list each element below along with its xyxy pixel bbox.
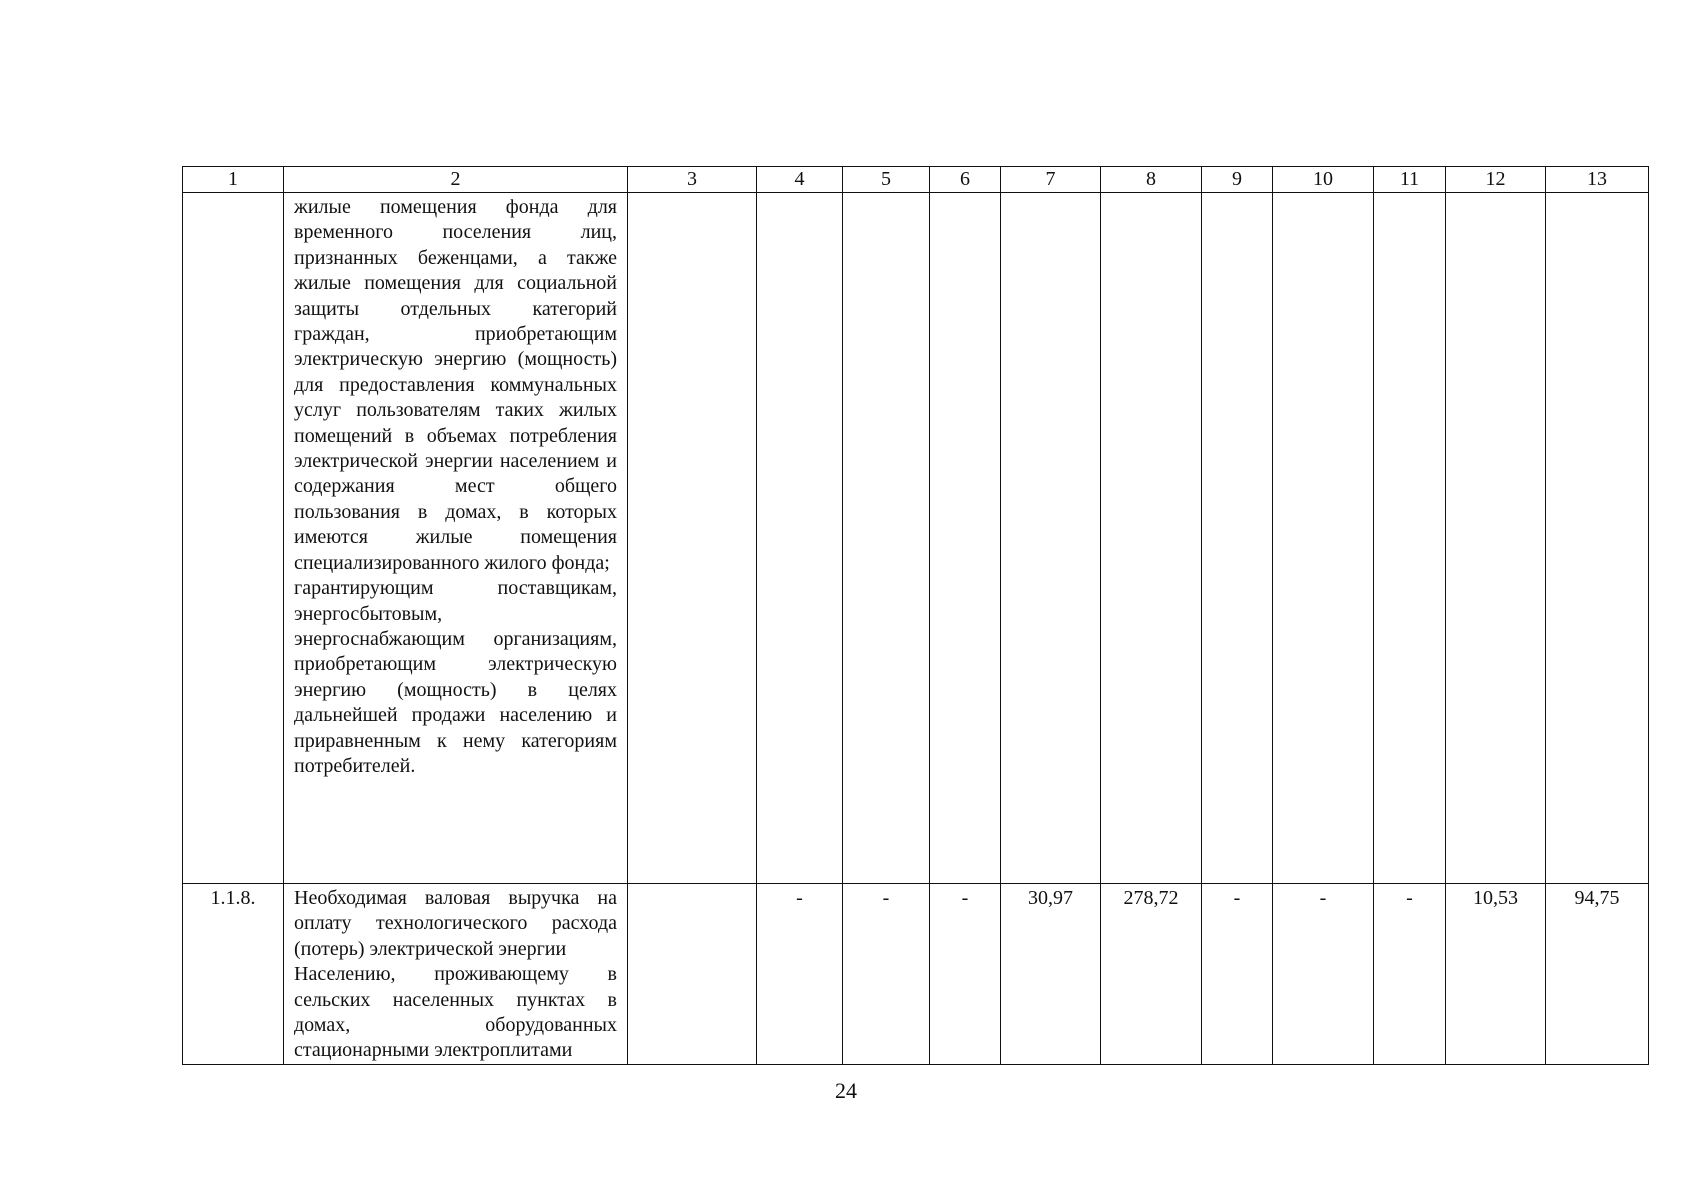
value-cell-9: - xyxy=(1202,884,1273,1065)
column-header-12: 12 xyxy=(1446,167,1546,193)
value-cell-3 xyxy=(628,193,757,884)
table-row xyxy=(183,884,1649,1065)
description-paragraph: Населению, проживающему в сельских населенных пунктах в домах, оборудованных стационарными электроплитами xyxy=(294,963,617,1062)
column-header-11: 11 xyxy=(1374,167,1446,193)
column-header-2: 2 xyxy=(284,167,628,193)
value-cell-6 xyxy=(930,193,1001,884)
description-paragraph: Необходимая валовая выручка на оплату технологического расхода (потерь) электрической энергии xyxy=(294,887,617,960)
value-cell-4: - xyxy=(757,884,843,1065)
column-header-8: 8 xyxy=(1101,167,1202,193)
table-row xyxy=(183,193,1649,884)
row-number-cell xyxy=(183,193,284,884)
description-paragraph: гарантирующим поставщикам, энергосбытовым, энергоснабжающим организациям, приобретающим электрическую энергию (мощность) в целях дальнейшей продажи населению и приравненным к нему категориям потребителей. xyxy=(294,577,617,777)
value-cell-6: - xyxy=(930,884,1001,1065)
column-header-9: 9 xyxy=(1202,167,1273,193)
column-header-3: 3 xyxy=(628,167,757,193)
value-cell-9 xyxy=(1202,193,1273,884)
value-cell-13 xyxy=(1546,193,1649,884)
value-cell-12: 10,53 xyxy=(1446,884,1546,1065)
value-cell-7: 30,97 xyxy=(1001,884,1101,1065)
value-cell-13: 94,75 xyxy=(1546,884,1649,1065)
value-cell-3 xyxy=(628,884,757,1065)
value-cell-10: - xyxy=(1273,884,1374,1065)
page-number: 24 xyxy=(835,1078,857,1103)
value-cell-5 xyxy=(843,193,930,884)
column-header-13: 13 xyxy=(1546,167,1649,193)
column-header-10: 10 xyxy=(1273,167,1374,193)
value-cell-11 xyxy=(1374,193,1446,884)
column-header-1: 1 xyxy=(183,167,284,193)
value-cell-10 xyxy=(1273,193,1374,884)
value-cell-8: 278,72 xyxy=(1101,884,1202,1065)
row-number-cell: 1.1.8. xyxy=(183,884,284,1065)
column-header-6: 6 xyxy=(930,167,1001,193)
value-cell-7 xyxy=(1001,193,1101,884)
row-description-cell xyxy=(284,193,628,884)
value-cell-11: - xyxy=(1374,884,1446,1065)
row-description-cell xyxy=(284,884,628,1065)
value-cell-8 xyxy=(1101,193,1202,884)
column-header-4: 4 xyxy=(757,167,843,193)
column-header-5: 5 xyxy=(843,167,930,193)
tariff-table xyxy=(182,166,1649,1065)
value-cell-12 xyxy=(1446,193,1546,884)
column-header-7: 7 xyxy=(1001,167,1101,193)
table-header-row xyxy=(183,167,1649,193)
description-paragraph: жилые помещения фонда для временного поселения лиц, признанных беженцами, а также жилые помещения для социальной защиты отдельных категорий граждан, приобретающим электрическую энергию (мощность) для предоставления коммунальных услуг пользователям таких жилых помещений в объемах потребления электрической энергии населением и содержания мест общего пользования в домах, в которых имеются жилые помещения специализированного жилого фонда; xyxy=(294,196,617,574)
value-cell-5: - xyxy=(843,884,930,1065)
value-cell-4 xyxy=(757,193,843,884)
